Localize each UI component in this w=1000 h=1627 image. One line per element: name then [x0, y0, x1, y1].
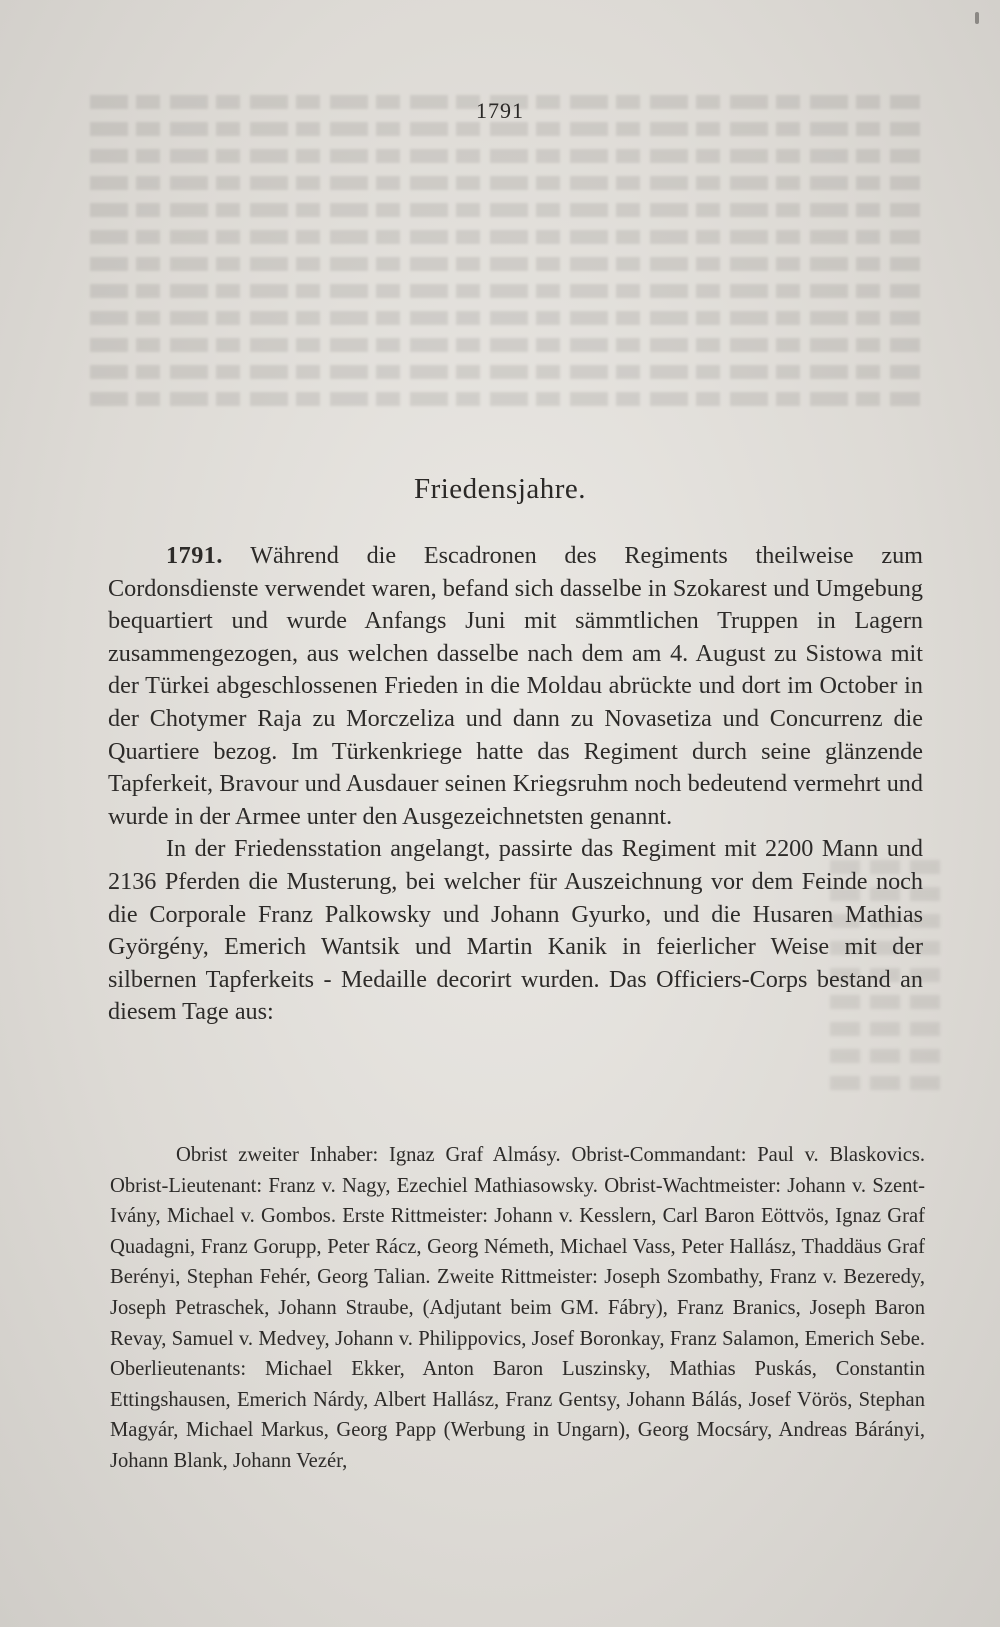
paragraph-2: In der Friedensstation angelangt, passirte das Regiment mit 2200 Mann und 2136 Pferden die Musterung, bei welcher für Auszeichnung vor dem Feinde noch die Corporale Franz Palkowsky und Johann Gyurko, und die Husaren Mathias Györgény, Emerich Wantsik und Martin Kanik in feierlicher Weise mit der silbernen Tapferkeits - Medaille decorirt wurden. Das Officiers-Corps bestand an diesem Tage aus:: [108, 835, 923, 1026]
paragraph-1-text: Während die Escadronen des Regiments theilweise zum Cordonsdienste verwendet waren, befand sich dasselbe in Szokarest und Umgebung bequartiert und wurde Anfangs Juni mit sämmtlichen Truppen in Lagern zusammengezogen, aus welchen dasselbe nach dem am 4. August zu Sistowa mit der Türkei abgeschlossenen Frieden in die Moldau abrückte und dort im October in der Chotymer Raja zu Morczeliza und dann zu Novasetiza und Concurrenz die Quartiere bezog. Im Türkenkriege hatte das Regiment durch seine glänzende Tapferkeit, Bravour und Ausdauer seinen Kriegsruhm noch bedeutend vermehrt und wurde in der Armee unter den Ausgezeichnetsten genannt.: [108, 542, 923, 830]
officer-list: [110, 1140, 925, 1477]
year-lead: 1791.: [166, 542, 223, 569]
main-text: [108, 540, 923, 1029]
scan-mark: [975, 12, 979, 24]
bleed-through-text: [90, 95, 920, 435]
section-title: Friedensjahre.: [413, 473, 587, 505]
officer-list-text: Obrist zweiter Inhaber: Ignaz Graf Almásy. Obrist-Commandant: Paul v. Blaskovics. Obrist-Lieutenant: Franz v. Nagy, Ezechiel Mathiasowsky. Obrist-Wachtmeister: Johann v. Szent-Ivány, Michael v. Gombos. Erste Rittmeister: Johann v. Kesslern, Carl Baron Eöttvös, Ignaz Graf Quadagni, Franz Gorupp, Peter Rácz, Georg Németh, Michael Vass, Peter Hallász, Thaddäus Graf Berényi, Stephan Fehér, Georg Talian. Zweite Rittmeister: Joseph Szombathy, Franz v. Bezeredy, Joseph Petraschek, Johann Straube, (Adjutant beim GM. Fábry), Franz Branics, Joseph Baron Revay, Samuel v. Medvey, Johann v. Philippovics, Josef Boronkay, Franz Salamon, Emerich Sebe. Oberlieutenants: Michael Ekker, Anton Baron Luszinsky, Mathias Puskás, Constantin Ettingshausen, Emerich Nárdy, Albert Hallász, Franz Gentsy, Johann Bálás, Josef Vörös, Stephan Magyár, Michael Markus, Georg Papp (Werbung in Ungarn), Georg Mocsáry, Andreas Bárányi, Johann Blank, Johann Vezér,: [110, 1144, 925, 1472]
paragraph-1: [108, 540, 923, 833]
page-number: 1791: [476, 98, 524, 123]
